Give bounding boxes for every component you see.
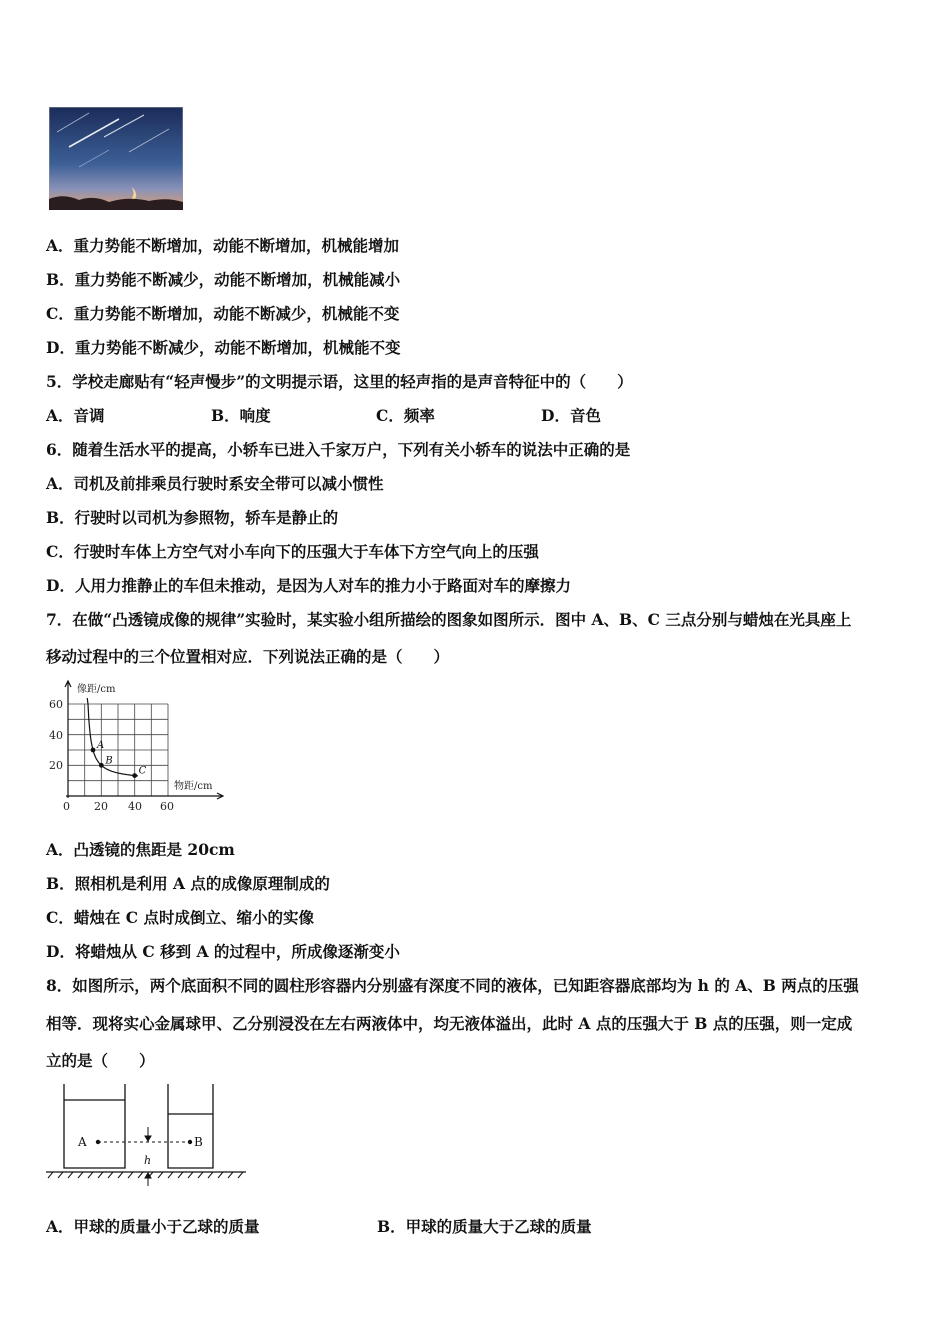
ground-hatch bbox=[138, 1172, 143, 1178]
ground-hatch bbox=[178, 1172, 183, 1178]
q6-option-c: C．行驶时车体上方空气对小车向下的压强大于车体下方空气向上的压强 bbox=[46, 542, 539, 561]
q4-option-d: D．重力势能不断减少，动能不断增加，机械能不变 bbox=[46, 338, 401, 357]
q7-option-a: A．凸透镜的焦距是 20cm bbox=[46, 840, 235, 859]
q4-option-b: B．重力势能不断减少，动能不断增加，机械能减小 bbox=[46, 270, 401, 289]
q5-option-d: D．音色 bbox=[541, 406, 601, 425]
ground-hatch bbox=[78, 1172, 83, 1178]
x-tick-0: 0 bbox=[63, 800, 70, 813]
q5-option-c: C．频率 bbox=[376, 406, 435, 425]
h-arrowhead-top bbox=[145, 1136, 151, 1141]
q7-option-b: B．照相机是利用 A 点的成像原理制成的 bbox=[46, 874, 330, 893]
q7-option-d: D．将蜡烛从 C 移到 A 的过程中，所成像逐渐变小 bbox=[46, 942, 400, 961]
ground-hatch bbox=[128, 1172, 133, 1178]
ground-hatch bbox=[218, 1172, 223, 1178]
graph-point-label-b: B bbox=[105, 755, 113, 767]
q5-option-b: B．响度 bbox=[211, 406, 271, 425]
x-tick-40: 40 bbox=[128, 800, 142, 813]
q8-stem-line3: 立的是（ ） bbox=[46, 1051, 155, 1070]
lens-graph bbox=[44, 676, 234, 814]
graph-point-a bbox=[91, 748, 96, 753]
x-tick-60: 60 bbox=[160, 800, 174, 813]
ground-hatch bbox=[58, 1172, 63, 1178]
ground-hatch bbox=[48, 1172, 53, 1178]
q6-option-d: D．人用力推静止的车但未推动，是因为人对车的推力小于路面对车的摩擦力 bbox=[46, 576, 571, 595]
y-tick-20: 20 bbox=[49, 759, 63, 772]
q8-option-a: A．甲球的质量小于乙球的质量 bbox=[46, 1217, 260, 1236]
ground-hatch bbox=[168, 1172, 173, 1178]
q8-stem-line2: 相等．现将实心金属球甲、乙分别浸没在左右两液体中，均无液体溢出，此时 A 点的压强大于 B 点的压强，则一定成 bbox=[46, 1014, 853, 1033]
ground-hatch bbox=[158, 1172, 163, 1178]
containers-diagram bbox=[42, 1080, 252, 1190]
ground-hatch bbox=[208, 1172, 213, 1178]
q7-stem-line2: 移动过程中的三个位置相对应．下列说法正确的是（ ） bbox=[46, 647, 450, 666]
left-container bbox=[64, 1084, 125, 1168]
y-tick-60: 60 bbox=[49, 698, 63, 711]
ground-hatch bbox=[238, 1172, 243, 1178]
graph-point-label-c: C bbox=[138, 765, 147, 777]
ground-hatch bbox=[118, 1172, 123, 1178]
point-b-dot bbox=[188, 1140, 192, 1144]
ground-hatch bbox=[198, 1172, 203, 1178]
q4-option-c: C．重力势能不断增加，动能不断减少，机械能不变 bbox=[46, 304, 400, 323]
ground-hatch bbox=[228, 1172, 233, 1178]
q6-option-a: A．司机及前排乘员行驶时系安全带可以减小惯性 bbox=[46, 474, 384, 493]
ground-hatch bbox=[108, 1172, 113, 1178]
q8-option-b: B．甲球的质量大于乙球的质量 bbox=[377, 1217, 592, 1236]
point-a-dot bbox=[96, 1140, 100, 1144]
q5-option-a: A．音调 bbox=[46, 406, 105, 425]
right-container bbox=[168, 1084, 213, 1168]
point-b-label: B bbox=[194, 1135, 203, 1149]
y-tick-40: 40 bbox=[49, 729, 63, 742]
y-axis-label: 像距/cm bbox=[77, 684, 116, 695]
meteor-shower-photo bbox=[49, 107, 183, 210]
graph-point-label-a: A bbox=[97, 740, 105, 751]
q8-stem-line1: 8．如图所示，两个底面积不同的圆柱形容器内分别盛有深度不同的液体，已知距容器底部均为 h 的 A、B 两点的压强 bbox=[46, 976, 859, 995]
q7-stem-line1: 7．在做“凸透镜成像的规律”实验时，某实验小组所描绘的图象如图所示．图中 A、B、C 三点分别与蜡烛在光具座上 bbox=[46, 610, 852, 629]
graph-point-c bbox=[132, 773, 137, 778]
q4-option-a: A．重力势能不断增加，动能不断增加，机械能增加 bbox=[46, 236, 400, 255]
q6-option-b: B．行驶时以司机为参照物，轿车是静止的 bbox=[46, 508, 339, 527]
point-a-label: A bbox=[78, 1135, 87, 1149]
q5-stem: 5．学校走廊贴有“轻声慢步”的文明提示语，这里的轻声指的是声音特征中的（ ） bbox=[46, 372, 633, 391]
h-label: h bbox=[144, 1154, 152, 1167]
ground-hatch bbox=[68, 1172, 73, 1178]
x-tick-20: 20 bbox=[94, 800, 108, 813]
q6-stem: 6．随着生活水平的提高，小轿车已进入千家万户，下列有关小轿车的说法中正确的是 bbox=[46, 440, 631, 459]
graph-point-b bbox=[99, 763, 104, 768]
x-axis-label: 物距/cm bbox=[174, 781, 213, 792]
ground-hatch bbox=[98, 1172, 103, 1178]
ground-hatch bbox=[188, 1172, 193, 1178]
ground-hatch bbox=[88, 1172, 93, 1178]
q7-option-c: C．蜡烛在 C 点时成倒立、缩小的实像 bbox=[46, 908, 314, 927]
